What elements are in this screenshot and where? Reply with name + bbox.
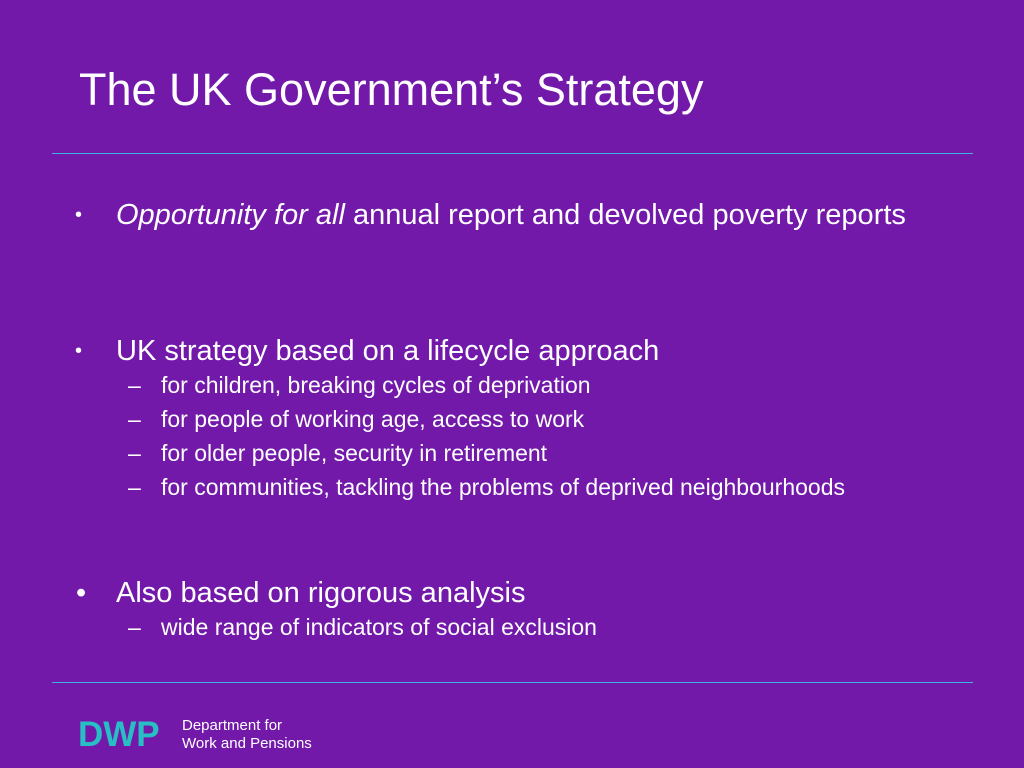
- footer-divider: [52, 682, 973, 683]
- bullet-marker: •: [76, 577, 87, 609]
- sub-bullet-item: [116, 406, 972, 432]
- sub-bullet-marker: –: [128, 440, 141, 466]
- bullet-item: [72, 335, 972, 577]
- dwp-logo-text: [182, 717, 312, 753]
- sub-bullet-item: [116, 474, 972, 500]
- bullet-marker: •: [75, 340, 83, 362]
- title-divider: [52, 153, 973, 154]
- sub-bullet-marker: –: [128, 372, 141, 398]
- sub-bullet-list: [116, 614, 972, 640]
- dwp-logo-line1: Department for: [182, 717, 283, 734]
- sub-bullet-item: [116, 440, 972, 466]
- sub-bullet-text: for people of working age, access to work: [161, 406, 585, 432]
- bullet-italic-lead: Opportunity for all: [116, 199, 345, 231]
- bullet-text: Also based on rigorous analysis: [116, 577, 526, 609]
- dwp-logo-line2: Work and Pensions: [182, 735, 312, 752]
- sub-bullet-marker: –: [128, 474, 141, 500]
- sub-bullet-text: for communities, tackling the problems of deprived neighbourhoods: [161, 474, 845, 500]
- sub-bullet-list: [116, 372, 972, 500]
- sub-bullet-marker: –: [128, 406, 141, 432]
- bullet-list: [72, 199, 972, 648]
- bullet-item: [72, 199, 972, 335]
- bullet-item: [72, 577, 972, 640]
- bullet-text: annual report and devolved poverty reports: [344, 199, 906, 231]
- slide-title: The UK Government’s Strategy: [79, 64, 704, 115]
- bullet-text: UK strategy based on a lifecycle approach: [116, 335, 660, 367]
- sub-bullet-item: [116, 614, 972, 640]
- sub-bullet-text: for older people, security in retirement: [161, 440, 548, 466]
- sub-bullet-marker: –: [128, 614, 141, 640]
- dwp-logo-mark: DWP: [78, 715, 160, 754]
- sub-bullet-text: for children, breaking cycles of deprivation: [161, 372, 591, 398]
- sub-bullet-text: wide range of indicators of social exclusion: [161, 614, 597, 640]
- sub-bullet-item: [116, 372, 972, 398]
- bullet-marker: •: [75, 204, 83, 226]
